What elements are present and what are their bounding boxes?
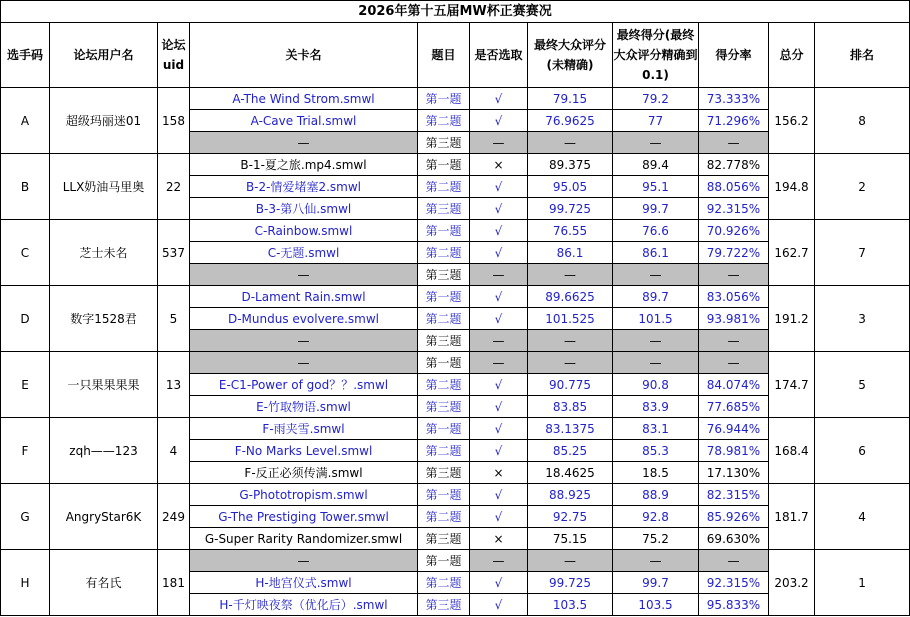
cell-final-score[interactable]: — [613, 352, 699, 374]
cell-raw-score[interactable]: 92.75 [528, 506, 613, 528]
title-row [1, 1, 910, 23]
cell-raw-score[interactable]: 99.725 [528, 572, 613, 594]
cell-uid[interactable]: 537 [158, 220, 190, 286]
cell-question[interactable]: 第三题 [418, 264, 470, 286]
cell-final-score[interactable]: 92.8 [613, 506, 699, 528]
cell-level[interactable]: B-3-第八仙.smwl [190, 198, 418, 220]
cell-rate[interactable]: 69.630% [699, 528, 769, 550]
cell-level[interactable]: E-竹取物语.smwl [190, 396, 418, 418]
cell-final-score[interactable]: 88.9 [613, 484, 699, 506]
cell-raw-score[interactable]: — [528, 132, 613, 154]
cell-rank[interactable]: 8 [815, 88, 910, 154]
cell-level[interactable]: F-No Marks Level.smwl [190, 440, 418, 462]
cell-selected[interactable]: √ [470, 286, 528, 308]
cell-username[interactable]: 有名氏 [50, 550, 158, 616]
cell-final-score[interactable]: 83.1 [613, 418, 699, 440]
cell-player-code[interactable]: A [1, 88, 50, 154]
cell-rate[interactable]: 84.074% [699, 374, 769, 396]
cell-selected[interactable]: — [470, 264, 528, 286]
cell-question[interactable]: 第一题 [418, 286, 470, 308]
header-selected[interactable]: 是否选取 [470, 23, 528, 88]
cell-selected[interactable]: √ [470, 110, 528, 132]
cell-total[interactable]: 194.8 [769, 154, 815, 220]
cell-question[interactable]: 第二题 [418, 572, 470, 594]
cell-player-code[interactable]: D [1, 286, 50, 352]
cell-rate[interactable]: — [699, 352, 769, 374]
table-row [1, 220, 910, 242]
cell-rate[interactable]: 82.778% [699, 154, 769, 176]
cell-level[interactable]: C-Rainbow.smwl [190, 220, 418, 242]
table-row [1, 418, 910, 440]
cell-selected[interactable]: √ [470, 374, 528, 396]
cell-total[interactable]: 168.4 [769, 418, 815, 484]
cell-rank[interactable]: 4 [815, 484, 910, 550]
cell-username[interactable]: zqh——123 [50, 418, 158, 484]
cell-rate[interactable]: 78.981% [699, 440, 769, 462]
cell-raw-score[interactable]: 90.775 [528, 374, 613, 396]
cell-rank[interactable]: 6 [815, 418, 910, 484]
table-title[interactable]: 2026年第十五届MW杯正赛赛况 [1, 1, 910, 23]
cell-raw-score[interactable]: 83.1375 [528, 418, 613, 440]
cell-level[interactable]: E-C1-Power of god？？.smwl [190, 374, 418, 396]
cell-raw-score[interactable]: 79.15 [528, 88, 613, 110]
cell-question[interactable]: 第三题 [418, 396, 470, 418]
header-row [1, 23, 910, 88]
cell-uid[interactable]: 249 [158, 484, 190, 550]
cell-total[interactable]: 156.2 [769, 88, 815, 154]
cell-uid[interactable]: 181 [158, 550, 190, 616]
cell-level[interactable]: H-千灯映夜祭（优化后）.smwl [190, 594, 418, 616]
cell-final-score[interactable]: 89.7 [613, 286, 699, 308]
cell-question[interactable]: 第一题 [418, 418, 470, 440]
cell-raw-score[interactable]: 101.525 [528, 308, 613, 330]
cell-player-code[interactable]: G [1, 484, 50, 550]
cell-selected[interactable]: √ [470, 242, 528, 264]
table-row [1, 550, 910, 572]
cell-level[interactable]: G-The Prestiging Tower.smwl [190, 506, 418, 528]
cell-selected[interactable]: × [470, 528, 528, 550]
cell-username[interactable]: LLX奶油马里奥 [50, 154, 158, 220]
cell-question[interactable]: 第一题 [418, 88, 470, 110]
cell-uid[interactable]: 4 [158, 418, 190, 484]
cell-level[interactable]: C-无题.smwl [190, 242, 418, 264]
cell-question[interactable]: 第二题 [418, 374, 470, 396]
header-rank[interactable]: 排名 [815, 23, 910, 88]
cell-player-code[interactable]: B [1, 154, 50, 220]
cell-level[interactable]: B-1-夏之旅.mp4.smwl [190, 154, 418, 176]
cell-uid[interactable]: 5 [158, 286, 190, 352]
cell-level[interactable]: D-Mundus evolvere.smwl [190, 308, 418, 330]
cell-rank[interactable]: 2 [815, 154, 910, 220]
cell-final-score[interactable]: — [613, 264, 699, 286]
cell-selected[interactable]: √ [470, 220, 528, 242]
cell-uid[interactable]: 13 [158, 352, 190, 418]
cell-rank[interactable]: 3 [815, 286, 910, 352]
cell-raw-score[interactable]: — [528, 264, 613, 286]
cell-raw-score[interactable]: — [528, 352, 613, 374]
cell-selected[interactable]: √ [470, 308, 528, 330]
cell-final-score[interactable]: 85.3 [613, 440, 699, 462]
cell-final-score[interactable]: 18.5 [613, 462, 699, 484]
cell-final-score[interactable]: 99.7 [613, 572, 699, 594]
cell-selected[interactable]: — [470, 352, 528, 374]
cell-rate[interactable]: — [699, 550, 769, 572]
cell-level[interactable]: A-Cave Trial.smwl [190, 110, 418, 132]
table-row [1, 154, 910, 176]
cell-final-score[interactable]: 83.9 [613, 396, 699, 418]
cell-rate[interactable]: 79.722% [699, 242, 769, 264]
cell-level[interactable]: F-雨夹雪.smwl [190, 418, 418, 440]
cell-selected[interactable]: × [470, 462, 528, 484]
cell-level[interactable]: G-Phototropism.smwl [190, 484, 418, 506]
cell-player-code[interactable]: E [1, 352, 50, 418]
cell-rate[interactable]: 92.315% [699, 572, 769, 594]
table-row [1, 286, 910, 308]
cell-level[interactable]: — [190, 132, 418, 154]
cell-total[interactable]: 162.7 [769, 220, 815, 286]
cell-raw-score[interactable]: 75.15 [528, 528, 613, 550]
cell-username[interactable]: 数字1528君 [50, 286, 158, 352]
cell-question[interactable]: 第三题 [418, 330, 470, 352]
cell-level[interactable]: B-2-情爱堵塞2.smwl [190, 176, 418, 198]
header-raw-score[interactable]: 最终大众评分(未精确) [528, 23, 613, 88]
cell-total[interactable]: 203.2 [769, 550, 815, 616]
header-code[interactable]: 选手码 [1, 23, 50, 88]
cell-raw-score[interactable]: 85.25 [528, 440, 613, 462]
cell-raw-score[interactable]: 86.1 [528, 242, 613, 264]
cell-raw-score[interactable]: 76.55 [528, 220, 613, 242]
cell-selected[interactable]: √ [470, 484, 528, 506]
cell-rate[interactable]: 70.926% [699, 220, 769, 242]
cell-total[interactable]: 181.7 [769, 484, 815, 550]
cell-selected[interactable]: — [470, 550, 528, 572]
cell-player-code[interactable]: C [1, 220, 50, 286]
cell-rate[interactable]: — [699, 330, 769, 352]
cell-player-code[interactable]: H [1, 550, 50, 616]
cell-rate[interactable]: 93.981% [699, 308, 769, 330]
cell-question[interactable]: 第一题 [418, 154, 470, 176]
cell-raw-score[interactable]: 95.05 [528, 176, 613, 198]
cell-question[interactable]: 第三题 [418, 462, 470, 484]
cell-question[interactable]: 第二题 [418, 176, 470, 198]
cell-username[interactable]: 一只果果果果 [50, 352, 158, 418]
cell-final-score[interactable]: 79.2 [613, 88, 699, 110]
header-username[interactable]: 论坛用户名 [50, 23, 158, 88]
cell-raw-score[interactable]: 99.725 [528, 198, 613, 220]
cell-rate[interactable]: — [699, 132, 769, 154]
cell-question[interactable]: 第三题 [418, 132, 470, 154]
cell-rank[interactable]: 7 [815, 220, 910, 286]
cell-raw-score[interactable]: 18.4625 [528, 462, 613, 484]
cell-uid[interactable]: 22 [158, 154, 190, 220]
cell-selected[interactable]: — [470, 132, 528, 154]
table-row [1, 88, 910, 110]
cell-question[interactable]: 第二题 [418, 506, 470, 528]
cell-raw-score[interactable]: 103.5 [528, 594, 613, 616]
cell-rate[interactable]: 17.130% [699, 462, 769, 484]
cell-level[interactable]: — [190, 264, 418, 286]
cell-final-score[interactable]: 103.5 [613, 594, 699, 616]
cell-final-score[interactable]: — [613, 550, 699, 572]
cell-rate[interactable]: 77.685% [699, 396, 769, 418]
cell-player-code[interactable]: F [1, 418, 50, 484]
header-question[interactable]: 题目 [418, 23, 470, 88]
cell-raw-score[interactable]: 76.9625 [528, 110, 613, 132]
cell-question[interactable]: 第二题 [418, 308, 470, 330]
cell-selected[interactable]: √ [470, 418, 528, 440]
header-final-score[interactable]: 最终得分(最终大众评分精确到0.1) [613, 23, 699, 88]
cell-selected[interactable]: √ [470, 396, 528, 418]
cell-level[interactable]: — [190, 330, 418, 352]
cell-question[interactable]: 第三题 [418, 594, 470, 616]
table-row [1, 352, 910, 374]
cell-final-score[interactable]: 99.7 [613, 198, 699, 220]
cell-question[interactable]: 第一题 [418, 550, 470, 572]
header-uid[interactable]: 论坛uid [158, 23, 190, 88]
cell-selected[interactable]: — [470, 330, 528, 352]
header-level[interactable]: 关卡名 [190, 23, 418, 88]
cell-raw-score[interactable]: 88.925 [528, 484, 613, 506]
cell-final-score[interactable]: 101.5 [613, 308, 699, 330]
cell-rank[interactable]: 5 [815, 352, 910, 418]
cell-rate[interactable]: 76.944% [699, 418, 769, 440]
cell-rate[interactable]: 85.926% [699, 506, 769, 528]
cell-question[interactable]: 第二题 [418, 242, 470, 264]
cell-level[interactable]: — [190, 352, 418, 374]
cell-total[interactable]: 191.2 [769, 286, 815, 352]
cell-final-score[interactable]: 86.1 [613, 242, 699, 264]
cell-selected[interactable]: √ [470, 88, 528, 110]
cell-raw-score[interactable]: 83.85 [528, 396, 613, 418]
cell-level[interactable]: F-反正必须传满.smwl [190, 462, 418, 484]
cell-level[interactable]: H-地宫仪式.smwl [190, 572, 418, 594]
cell-username[interactable]: 超级玛丽迷01 [50, 88, 158, 154]
header-rate[interactable]: 得分率 [699, 23, 769, 88]
cell-rate[interactable]: 71.296% [699, 110, 769, 132]
cell-rate[interactable]: 95.833% [699, 594, 769, 616]
cell-question[interactable]: 第一题 [418, 352, 470, 374]
cell-selected[interactable]: √ [470, 440, 528, 462]
cell-question[interactable]: 第一题 [418, 220, 470, 242]
cell-rate[interactable]: 88.056% [699, 176, 769, 198]
cell-level[interactable]: — [190, 550, 418, 572]
cell-final-score[interactable]: — [613, 330, 699, 352]
cell-final-score[interactable]: 95.1 [613, 176, 699, 198]
cell-selected[interactable]: √ [470, 176, 528, 198]
cell-raw-score[interactable]: 89.375 [528, 154, 613, 176]
cell-rate[interactable]: 82.315% [699, 484, 769, 506]
cell-final-score[interactable]: 77 [613, 110, 699, 132]
cell-username[interactable]: 芝士未名 [50, 220, 158, 286]
cell-raw-score[interactable]: — [528, 330, 613, 352]
cell-selected[interactable]: √ [470, 198, 528, 220]
cell-final-score[interactable]: 75.2 [613, 528, 699, 550]
cell-selected[interactable]: √ [470, 572, 528, 594]
cell-level[interactable]: A-The Wind Strom.smwl [190, 88, 418, 110]
cell-question[interactable]: 第一题 [418, 484, 470, 506]
cell-selected[interactable]: × [470, 154, 528, 176]
cell-rate[interactable]: 92.315% [699, 198, 769, 220]
cell-question[interactable]: 第二题 [418, 440, 470, 462]
header-total[interactable]: 总分 [769, 23, 815, 88]
cell-final-score[interactable]: 76.6 [613, 220, 699, 242]
table-row [1, 484, 910, 506]
cell-selected[interactable]: √ [470, 506, 528, 528]
cell-level[interactable]: G-Super Rarity Randomizer.smwl [190, 528, 418, 550]
cell-final-score[interactable]: — [613, 132, 699, 154]
cell-level[interactable]: D-Lament Rain.smwl [190, 286, 418, 308]
cell-rate[interactable]: 83.056% [699, 286, 769, 308]
cell-final-score[interactable]: 89.4 [613, 154, 699, 176]
cell-total[interactable]: 174.7 [769, 352, 815, 418]
cell-question[interactable]: 第三题 [418, 198, 470, 220]
cell-uid[interactable]: 158 [158, 88, 190, 154]
cell-question[interactable]: 第三题 [418, 528, 470, 550]
cell-raw-score[interactable]: 89.6625 [528, 286, 613, 308]
cell-rate[interactable]: — [699, 264, 769, 286]
cell-username[interactable]: AngryStar6K [50, 484, 158, 550]
cell-raw-score[interactable]: — [528, 550, 613, 572]
cell-rank[interactable]: 1 [815, 550, 910, 616]
cell-final-score[interactable]: 90.8 [613, 374, 699, 396]
cell-selected[interactable]: √ [470, 594, 528, 616]
cell-question[interactable]: 第二题 [418, 110, 470, 132]
cell-rate[interactable]: 73.333% [699, 88, 769, 110]
